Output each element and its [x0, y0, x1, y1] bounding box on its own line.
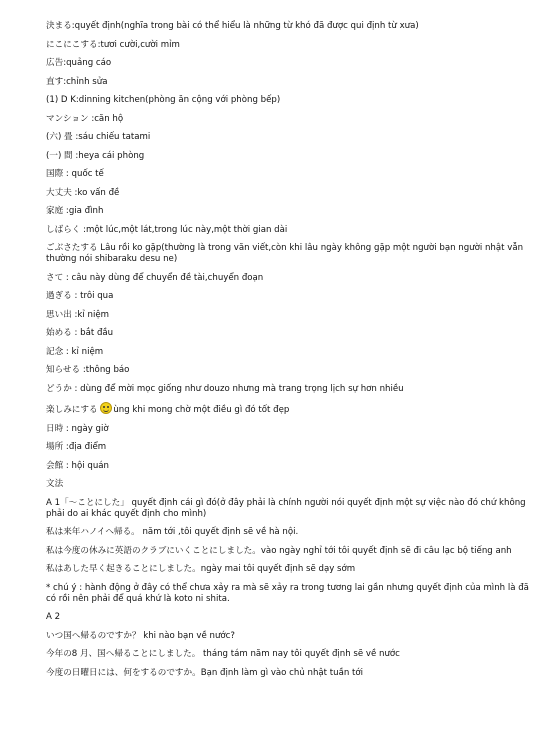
example-line: いつ国へ帰るのですか？ khi nào bạn về nước? — [46, 630, 235, 641]
section-heading: A 2 — [46, 612, 61, 622]
vocab-line: ごぶさたする Lâu rồi ko gặp(thường là trong văn viết,còn khi lâu ngày không gặp một người bạn người nhật vẫn thường nói shibaraku desu ne) — [46, 243, 524, 264]
vocab-line: 過ぎる : trôi qua — [46, 291, 114, 301]
vocab-line: 決まる:quyết định(nghĩa trong bài có thể hiểu là những từ khó đã được qui định từ xưa) — [46, 21, 419, 31]
vocab-line: しばらく :một lúc,một lát,trong lúc này,một thời gian dài — [46, 224, 288, 235]
section-heading: 文法 — [46, 479, 64, 489]
vocab-line: どうか : dùng để mời mọc giống như douzo nhưng mà trang trọng lịch sự hơn nhiều — [46, 383, 404, 394]
vocab-term: 楽しみにする — [46, 405, 98, 415]
vocab-line: さて : câu này dùng để chuyển đề tài,chuyển đoạn — [46, 272, 264, 283]
vocab-line: 記念 : kỉ niệm — [46, 346, 104, 357]
example-line: 今年の8 月、国へ帰ることにしました。 tháng tám năm nay tôi quyết định sẽ về nước — [46, 649, 400, 659]
vocab-line: (1) D K:dinning kitchen(phòng ăn cộng với phòng bếp) — [46, 95, 281, 105]
vocab-line: 広告:quảng cáo — [46, 58, 112, 68]
note-line: * chú ý : hành động ở đây có thể chưa xảy ra mà sẽ xảy ra trong tương lai gần nhưng quyết định của mình là đã có rồi nên phải để quá khứ là koto ni shita. — [46, 582, 529, 604]
vocab-line: 直す:chỉnh sửa — [46, 76, 108, 87]
vocab-line: 国際 : quốc tế — [46, 169, 104, 179]
vocab-line: にこにこする:tươi cười,cười mỉm — [46, 39, 180, 50]
example-line: 私は今度の休みに英語のクラブにいくことにしました。vào ngày nghỉ tới tôi quyết định sẽ đi câu lạc bộ tiếng anh — [46, 545, 512, 556]
vocab-line: (一) 間 :heya cái phòng — [46, 150, 145, 161]
vocab-meaning: ùng khi mong chờ một điều gì đó tốt đẹp — [113, 405, 290, 415]
vocab-line: 思い出 :kỉ niệm — [46, 309, 109, 320]
vocab-line-with-emoticon — [46, 402, 535, 416]
vocab-line: 日時 : ngày giờ — [46, 423, 109, 434]
vocab-line: (六) 畳 :sáu chiếu tatami — [46, 132, 151, 142]
example-line: 今度の日曜日には、何をするのですか。Bạn định làm gì vào chủ nhật tuần tới — [46, 667, 364, 678]
vocab-line: マンション :căn hộ — [46, 113, 124, 124]
example-line: 私はあした早く起きることにしました。ngày mai tôi quyết định sẽ dạy sớm — [46, 564, 356, 574]
example-line: 私は来年ハノイへ帰る。 năm tới ,tôi quyết định sẽ về hà nội. — [46, 527, 299, 537]
grammar-line: A 1「～ことにした」 quyết định cái gì đó(ở đây phải là chính người nói quyết định một sự việc nào đó chứ không phải do ai khác quyết định cho mình) — [46, 497, 526, 519]
vocab-line: 知らせる :thông báo — [46, 365, 130, 375]
vocab-line: 家庭 :gia đình — [46, 206, 104, 216]
smiley-face-icon — [100, 402, 112, 414]
vocab-line: 始める : bắt đầu — [46, 328, 114, 338]
vocab-line: 会館 : hội quán — [46, 460, 109, 471]
vocab-line: 大丈夫 :ko vấn đề — [46, 187, 120, 198]
vocab-line: 場所 :địa điểm — [46, 442, 107, 452]
